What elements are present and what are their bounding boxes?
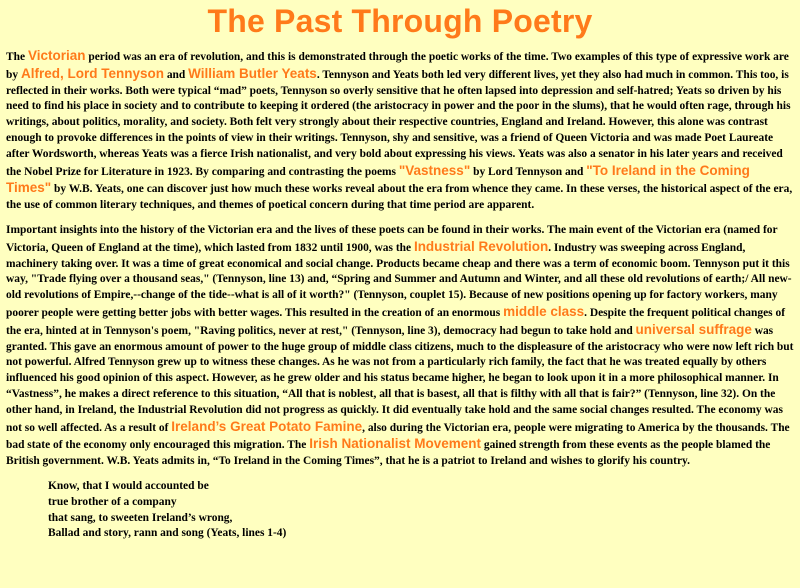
poem-line: that sang, to sweeten Ireland’s wrong,	[48, 511, 233, 524]
link-middle-class[interactable]: middle class	[503, 303, 585, 319]
link-industrial-revolution[interactable]: Industrial Revolution	[413, 238, 549, 254]
page-title: The Past Through Poetry	[207, 3, 593, 39]
text-run: . Industry was sweeping across England, machinery taking over. It was a time of great economical and social change. Products became cheap and there was a term of economic boom. Tennyson put it this way, "Trade flying over a thousand seas," (Tennyson, line 13) and, “Spring and Summer and Autumn and Winter, and all these old revolutions of earth;/ All new-old revolutions of Empire,--change of the tide--what is all of it worth?" (Tennyson, couplet 15). Because of new positions opening up for factory workers, many poorer people were getting better jobs with better wages. This resulted in the creation of an enormous	[6, 241, 792, 319]
link-universal-suffrage[interactable]: universal suffrage	[635, 321, 752, 337]
page	[0, 2, 800, 588]
intro-paragraph	[6, 48, 794, 214]
text-run: . Despite the frequent political changes of the era, hinted at in Tennyson's poem, "Raving politics, never at rest," (Tennyson, line 3), democracy had begun to take hold and	[6, 306, 786, 337]
poem-line: Ballad and story, rann and song (Yeats, lines 1-4)	[48, 527, 287, 540]
text-run: The	[6, 51, 28, 63]
link-to-ireland[interactable]: "To Ireland in the Coming Times"	[6, 162, 750, 196]
text-run: gained strength from these events as the people blamed the British government. W.B. Yeats admits in, “To Ireland in the Coming Times”, that he is a patriot to Ireland and wishes to glorify his country.	[6, 439, 771, 468]
text-run: by W.B. Yeats, one can discover just how much these works reveal about the era from whence they came. In these verses, the historical aspect of the era, the use of common literary techniques, and themes of poetical concern during that time period are apparent.	[6, 183, 793, 212]
text-run: . Tennyson and Yeats both led very different lives, yet they also had much in common. This too, is reflected in their works. Both were typical “mad” poets, Tennyson so overly sensitive that he often lapsed into depression and self-hatred; Yeats so driven by his need to find his place in society and to contribute to keeping it ordered (the aristocracy in power and the poor in the slums), that he would often rage, through his writings, about politics, morality, and society. Both felt very strongly about their respective countries, England and Ireland. However, this alone was contrast enough to provoke differences in the points of view in their writings. Tennyson, shy and sensitive, was a friend of Queen Victoria and was made Poet Laureate after Wordsworth, whereas Yeats was a fierce Irish nationalist, and very bold about expressing his views. Yeats was also a senator in his later years and received the Nobel Prize for Literature in 1923. By comparing and contrasting the poems	[6, 68, 791, 178]
link-victorian[interactable]: Victorian	[27, 48, 86, 63]
text-run: and	[163, 68, 189, 81]
text-run: was granted. This gave an enormous amount of power to the huge group of middle class citizens, much to the displeasure of the aristocracy who were now left rich but not powerful. Alfred Tennyson grew up to witness these changes. As he was not from a particularly rich family, the fact that he was treated equally by others influenced his good opinion of this aspect. However, as he grew older and his status became higher, he began to look upon it in a more philosophical manner. In “Vastness”, he makes a direct reference to this situation, “All that is noblest, all that is basest, all that is filthy with all that is fair?” (Tennyson, line 32). On the other hand, in Ireland, the Industrial Revolution did not progress as quickly. It did eventually take hold and the same social changes resulted. The economy was not so well affected. As a result of	[6, 324, 794, 434]
poem-line: true brother of a company	[48, 495, 177, 508]
text-run: Important insights into the history of the Victorian era and the lives of these poets can be found in their works. The main event of the Victorian era (named for Victoria, Queen of England at the time), which lasted from 1832 until 1900, was the	[6, 223, 778, 254]
history-paragraph	[6, 223, 794, 470]
text-run: period was an era of revolution, and this is demonstrated through the poetic works of the time. Two examples of this type of expressive work are by	[6, 51, 789, 81]
link-potato-famine[interactable]: Ireland’s Great Potato Famine	[171, 418, 363, 434]
link-vastness[interactable]: "Vastness"	[398, 162, 471, 178]
poem-line: Know, that I would accounted be	[48, 479, 209, 492]
link-tennyson[interactable]: Alfred, Lord Tennyson	[20, 65, 164, 81]
poem-quote	[48, 479, 794, 542]
text-run: by Lord Tennyson and	[470, 165, 587, 178]
link-irish-nationalist-movement[interactable]: Irish Nationalist Movement	[309, 436, 481, 452]
link-yeats[interactable]: William Butler Yeats	[188, 65, 317, 81]
text-run: , also during the Victorian era, people were migrating to America by the thousands. The bad state of the economy only encouraged this migration. The	[6, 421, 790, 452]
